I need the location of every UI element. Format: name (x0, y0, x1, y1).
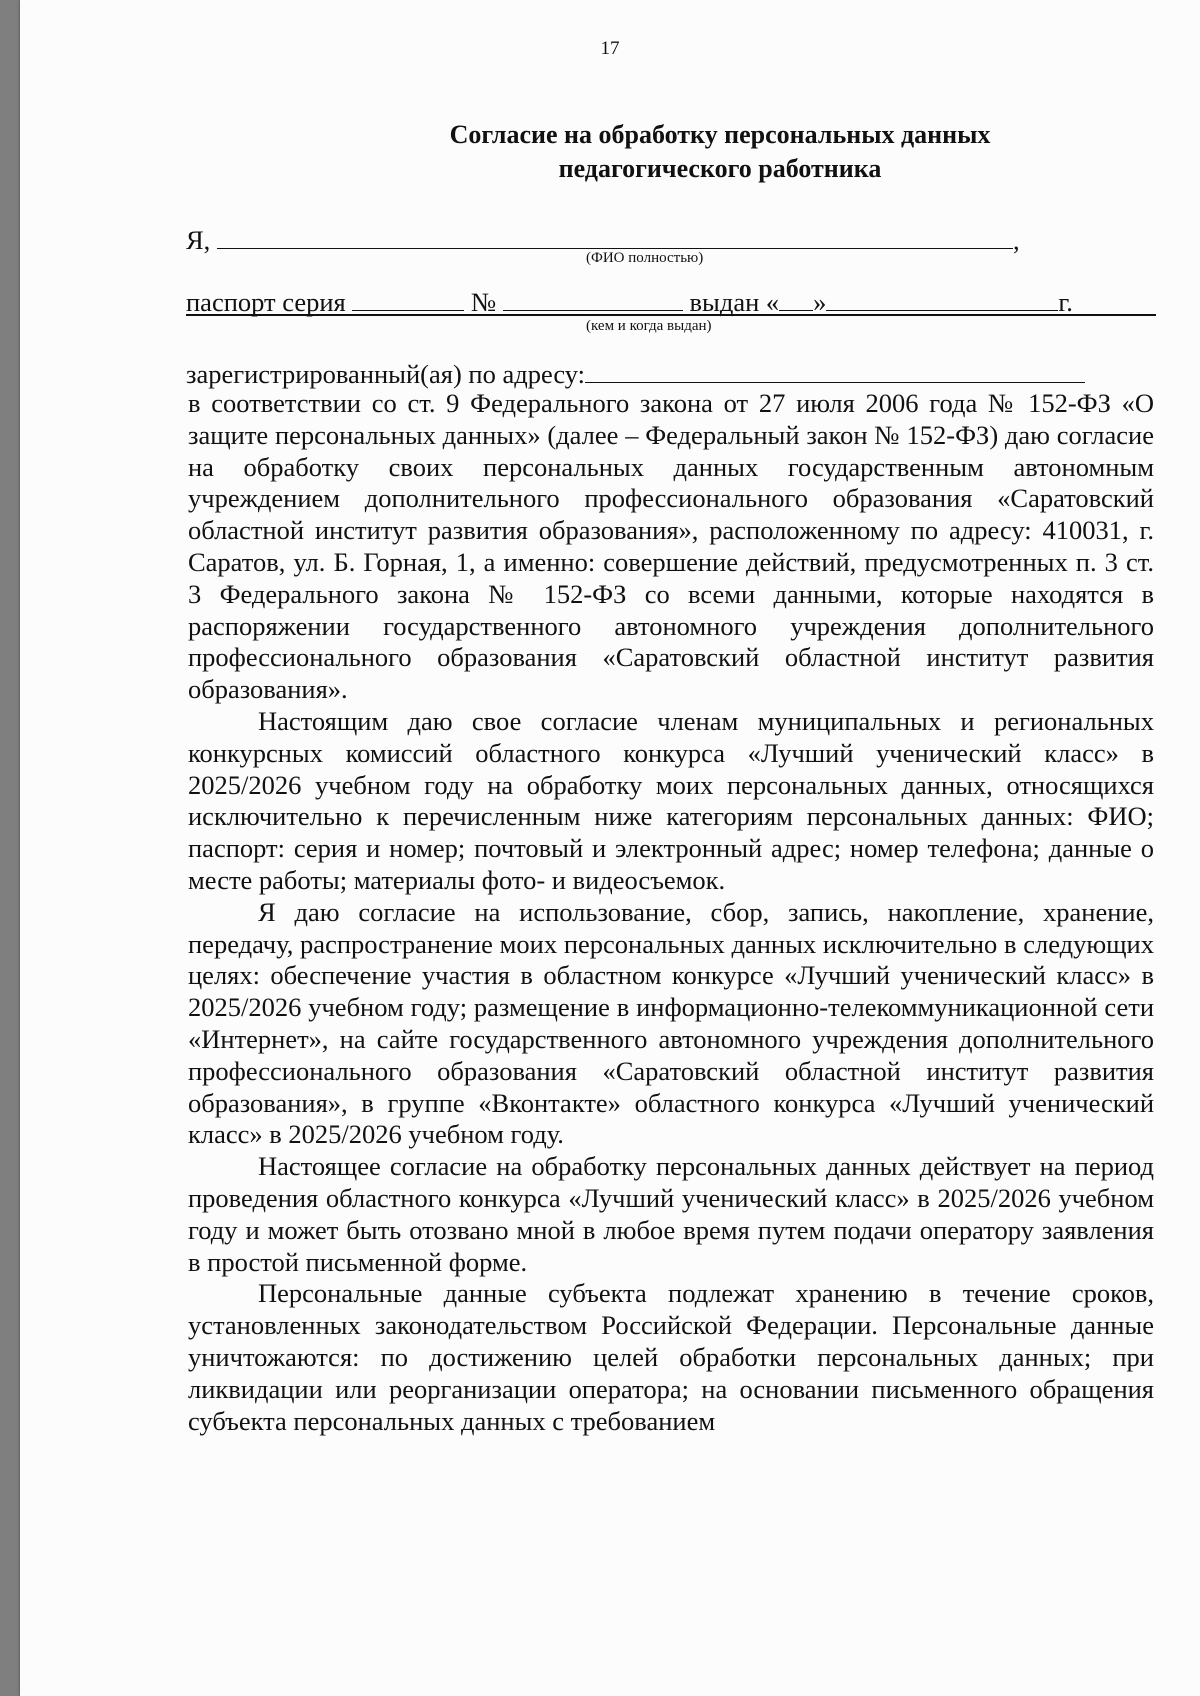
issued-label: выдан « (689, 287, 780, 317)
issued-close: » (813, 287, 827, 317)
paragraph-1: в соответствии со ст. 9 Федерального закона от 27 июля 2006 года № 152-ФЗ «О защите персональных данных» (далее – Федеральный закон № 152-ФЗ) даю согласие на обработку своих персональных данных государственным автономным учреждением дополнительного профессионального образования «Саратовский областной институт развития образования», расположенному по адресу: 410031, г. Саратов, ул. Б. Горная, 1, а именно: совершение действий, предусмотренных п. 3 ст. 3 Федерального закона № 152-ФЗ со всеми данными, которые находятся в распоряжении государственного автономного учреждения дополнительного профессионального образования «Саратовский областной институт развития образования». (188, 388, 1154, 705)
address-row (186, 358, 1085, 390)
paragraph-5: Персональные данные субъекта подлежат хранению в течение сроков, установленных законодательством Российской Федерации. Персональные данные уничтожаются: по достижению целей обработки персональных данных; при ликвидации или реорганизации оператора; на основании письменного обращения субъекта персональных данных с требованием (188, 1278, 1154, 1436)
consent-body (188, 388, 1154, 1437)
fio-blank[interactable] (217, 226, 1013, 249)
paragraph-4: Настоящее согласие на обработку персональных данных действует на период проведения областного конкурса «Лучший ученический класс» в 2025/2026 учебном году и может быть отозвано мной в любое время путем подачи оператору заявления в простой письменной форме. (188, 1151, 1154, 1277)
passport-underline (186, 314, 1156, 316)
passport-number-blank[interactable] (503, 288, 683, 311)
title-line-1: Согласие на обработку персональных данных (449, 120, 991, 149)
address-label: зарегистрированный(ая) по адресу: (186, 359, 586, 389)
passport-series-blank[interactable] (352, 288, 464, 311)
document-page (20, 0, 1200, 1696)
year-suffix: г. (1058, 287, 1073, 317)
i-label: Я, (186, 225, 211, 255)
issued-hint: (кем и когда выдан) (586, 318, 712, 334)
number-label: № (470, 287, 497, 317)
address-blank[interactable] (585, 360, 1085, 383)
issued-by-blank[interactable] (826, 288, 1058, 311)
fio-comma: , (1012, 225, 1020, 255)
paragraph-2: Настоящим даю свое согласие членам муниципальных и региональных конкурсных комиссий областного конкурса «Лучший ученический класс» в 2025/2026 учебном году на обработку моих персональных данных, относящихся исключительно к перечисленным ниже категориям персональных данных: ФИО; паспорт: серия и номер; почтовый и электронный адрес; номер телефона; данные о месте работы; материалы фото- и видеосъемок. (188, 705, 1154, 895)
page-number: 17 (600, 38, 620, 59)
document-title (140, 118, 1200, 186)
issued-day-blank[interactable] (779, 288, 813, 311)
title-line-2: педагогического работника (558, 154, 882, 183)
paragraph-3: Я даю согласие на использование, сбор, запись, накопление, хранение, передачу, распространение моих персональных данных исключительно в следующих целях: обеспечение участия в областном конкурсе «Лучший ученический класс» в 2025/2026 учебном году; размещение в информационно-телекоммуникационной сети «Интернет», на сайте государственного автономного учреждения дополнительного профессионального образования «Саратовский областной институт развития образования», в группе «Вконтакте» областного конкурса «Лучший ученический класс» в 2025/2026 учебном году. (188, 896, 1154, 1150)
passport-label: паспорт серия (186, 287, 346, 317)
fio-hint: (ФИО полностью) (586, 250, 704, 266)
